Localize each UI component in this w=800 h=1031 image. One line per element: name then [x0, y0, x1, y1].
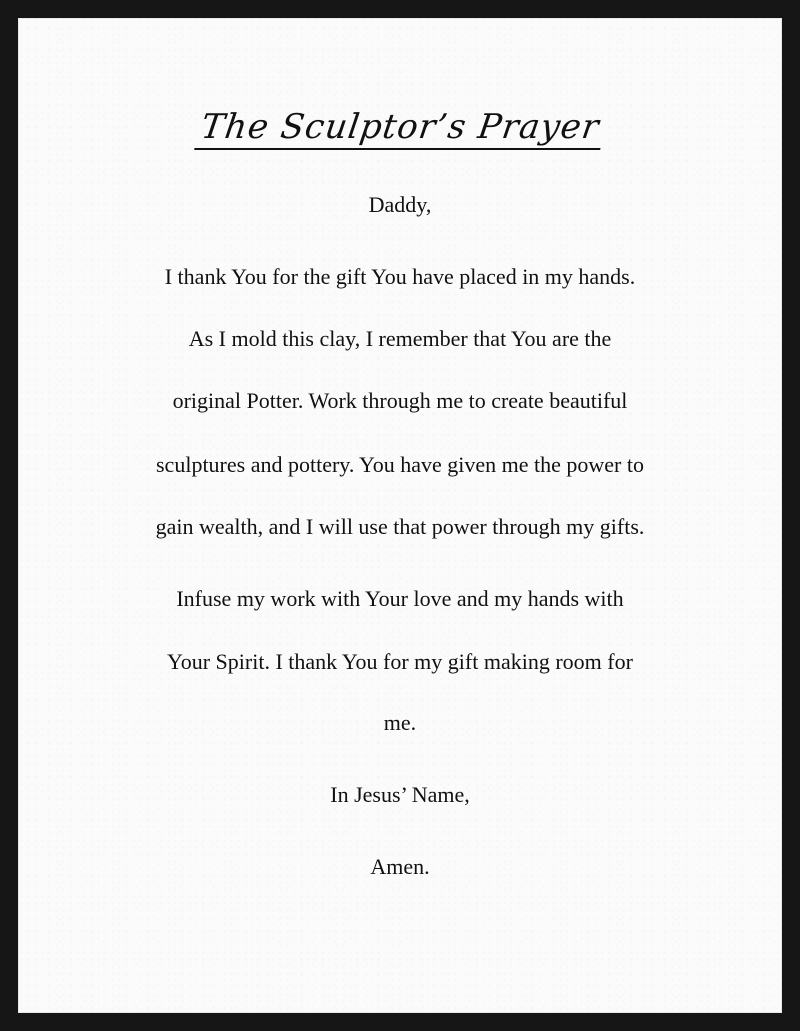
prayer-page [18, 18, 782, 1013]
page-title [18, 107, 782, 150]
prayer-line-6: Infuse my work with Your love and my hands with [176, 586, 624, 611]
prayer-line-3: original Potter. Work through me to create beautiful [172, 388, 628, 413]
prayer-line-2: As I mold this clay, I remember that You are the [188, 326, 612, 351]
prayer-line-4: sculptures and pottery. You have given me the power to [156, 452, 644, 477]
amen-line: Amen. [370, 854, 430, 879]
prayer-line-8: me. [383, 710, 417, 735]
closing-line: In Jesus’ Name, [330, 782, 470, 807]
prayer-line-7: Your Spirit. I thank You for my gift making room for [167, 649, 633, 674]
prayer-line-5: gain wealth, and I will use that power through my gifts. [155, 514, 645, 539]
salutation: Daddy, [368, 192, 432, 217]
title-text: The Sculptor’s Prayer [194, 110, 605, 150]
prayer-line-1: I thank You for the gift You have placed in my hands. [164, 264, 636, 289]
